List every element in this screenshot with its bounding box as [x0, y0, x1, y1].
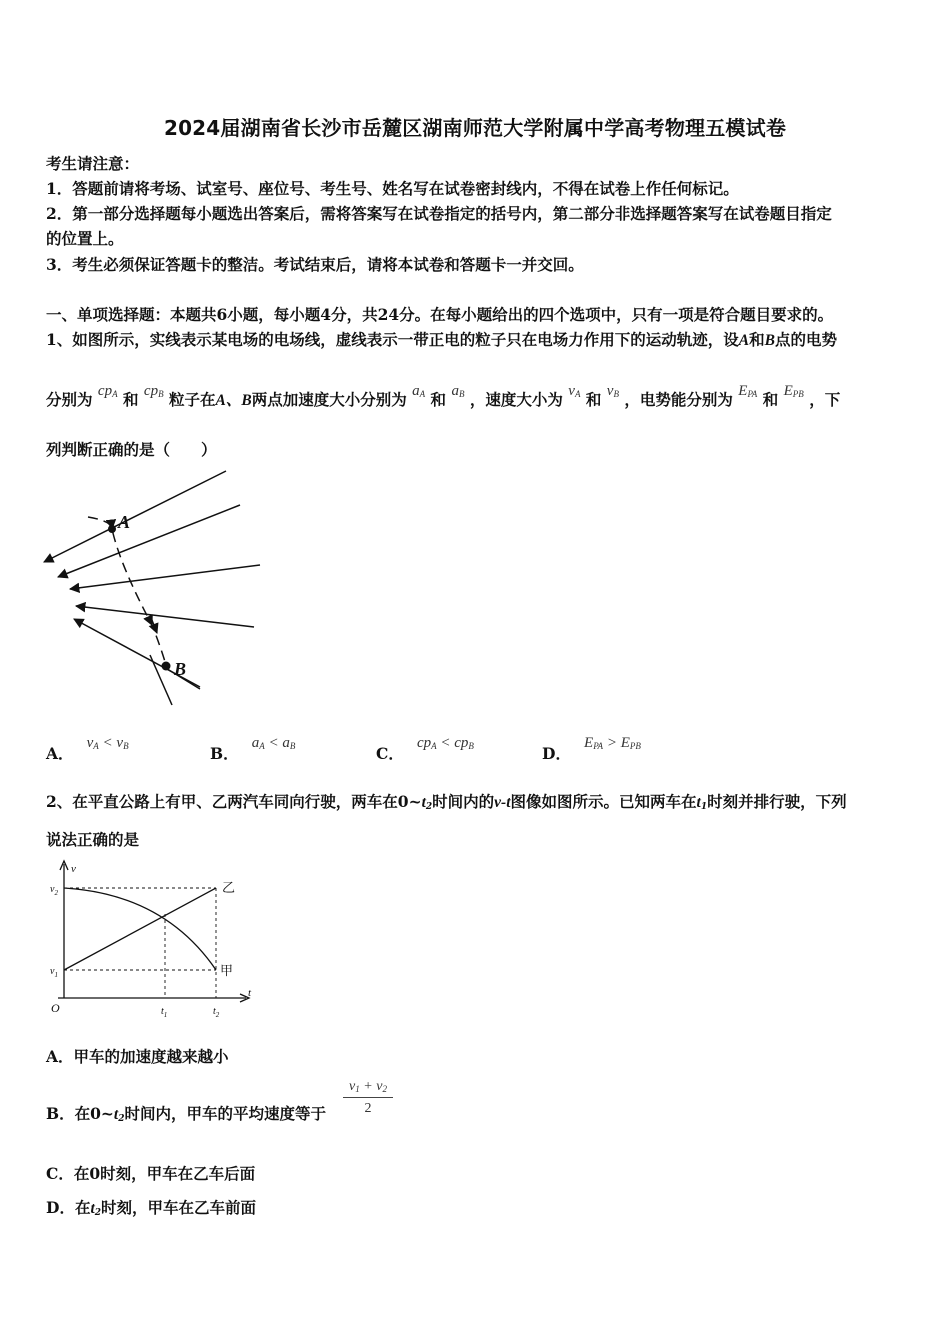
- point-a-dot: [108, 525, 116, 533]
- q2-line-2: 说法正确的是: [46, 830, 140, 849]
- jia-label: 甲: [220, 964, 234, 979]
- notice-item-2-line-1: 2．第一部分选择题每小题选出答案后，需将答案写在试卷指定的括号内，第二部分非选择题答案写在试卷题目指定: [46, 204, 832, 223]
- q1-option-a[interactable]: A． $v_A < v_B$: [46, 735, 129, 763]
- notice-item-1: 1．答题前请将考场、试室号、座位号、考生号、姓名写在试卷密封线内，不得在试卷上作任何标记。: [46, 179, 739, 198]
- notice-item-2-line-2: 的位置上。: [46, 229, 124, 248]
- point-b-label: B: [174, 659, 187, 679]
- q1-option-c[interactable]: C． $cp_A < cp_B$: [376, 735, 474, 763]
- field-line-1: [44, 471, 226, 562]
- point-b-dot: [162, 662, 171, 671]
- q2-fraction: $v_1 + v_2$ 2: [343, 1079, 393, 1117]
- t2-label: $t_2$: [213, 1006, 220, 1019]
- yi-label: 乙: [222, 881, 236, 896]
- yi-line: [64, 888, 216, 970]
- page-title: 2024届湖南省长沙市岳麓区湖南师范大学附属中学高考物理五模试卷: [163, 116, 787, 140]
- q1-option-d[interactable]: D． $E_{PA} > E_{PB}$: [542, 735, 641, 763]
- vt-graph: [44, 858, 264, 1020]
- q2-option-c[interactable]: C．在0时刻，甲车在乙车后面: [46, 1164, 256, 1183]
- notice-heading: 考生请注意：: [46, 154, 140, 173]
- origin-label: O: [51, 1001, 60, 1015]
- electric-field-figure: [40, 465, 265, 710]
- t-axis-label: t: [248, 987, 252, 999]
- field-line-3: [70, 565, 260, 589]
- q1-line-1: 1、如图所示，实线表示某电场的电场线，虚线表示一带正电的粒子只在电场力作用下的运动轨迹，设A和B点的电势: [46, 330, 838, 349]
- point-a-label: A: [118, 512, 131, 532]
- q1-option-b[interactable]: B． $a_A < a_B$: [210, 735, 296, 763]
- q2-line-1: 2、在平直公路上有甲、乙两汽车同向行驶，两车在$0\sim t_2$时间内的v-t图像如图所示。已知两车在$t_1$时刻并排行驶，下列: [46, 792, 847, 812]
- notice-item-3: 3．考生必须保证答题卡的整洁。考试结束后，请将本试卷和答题卡一并交回。: [46, 255, 584, 274]
- q1-line-3: 列判断正确的是（ ）: [46, 440, 217, 459]
- v-axis-label: v: [71, 863, 76, 875]
- q2-option-d[interactable]: D．在$t_2$时刻，甲车在乙车前面: [46, 1198, 257, 1218]
- t1-label: $t_1$: [161, 1006, 168, 1019]
- field-line-4: [76, 606, 254, 627]
- v1-label: $v_1$: [50, 966, 58, 979]
- q2-option-b[interactable]: B．在$0\sim t_2$时间内，甲车的平均速度等于: [46, 1104, 326, 1124]
- section-heading: 一、单项选择题：本题共6小题，每小题4分，共24分。在每小题给出的四个选项中，只有一项是符合题目要求的。: [46, 305, 834, 324]
- q2-option-a[interactable]: A．甲车的加速度越来越小: [46, 1047, 229, 1066]
- q1-line-2: 分别为 $cp_A$ 和 $cp_B$ 粒子在A、B两点加速度大小分别为 $a_A$ 和 $a_B$ ，速度大小为 $v_A$ 和 $v_B$ ，电势能分别为 $E_{PA}$ 和 $E_{PB}$ ，下: [46, 383, 841, 409]
- v2-label: $v_2$: [50, 884, 58, 897]
